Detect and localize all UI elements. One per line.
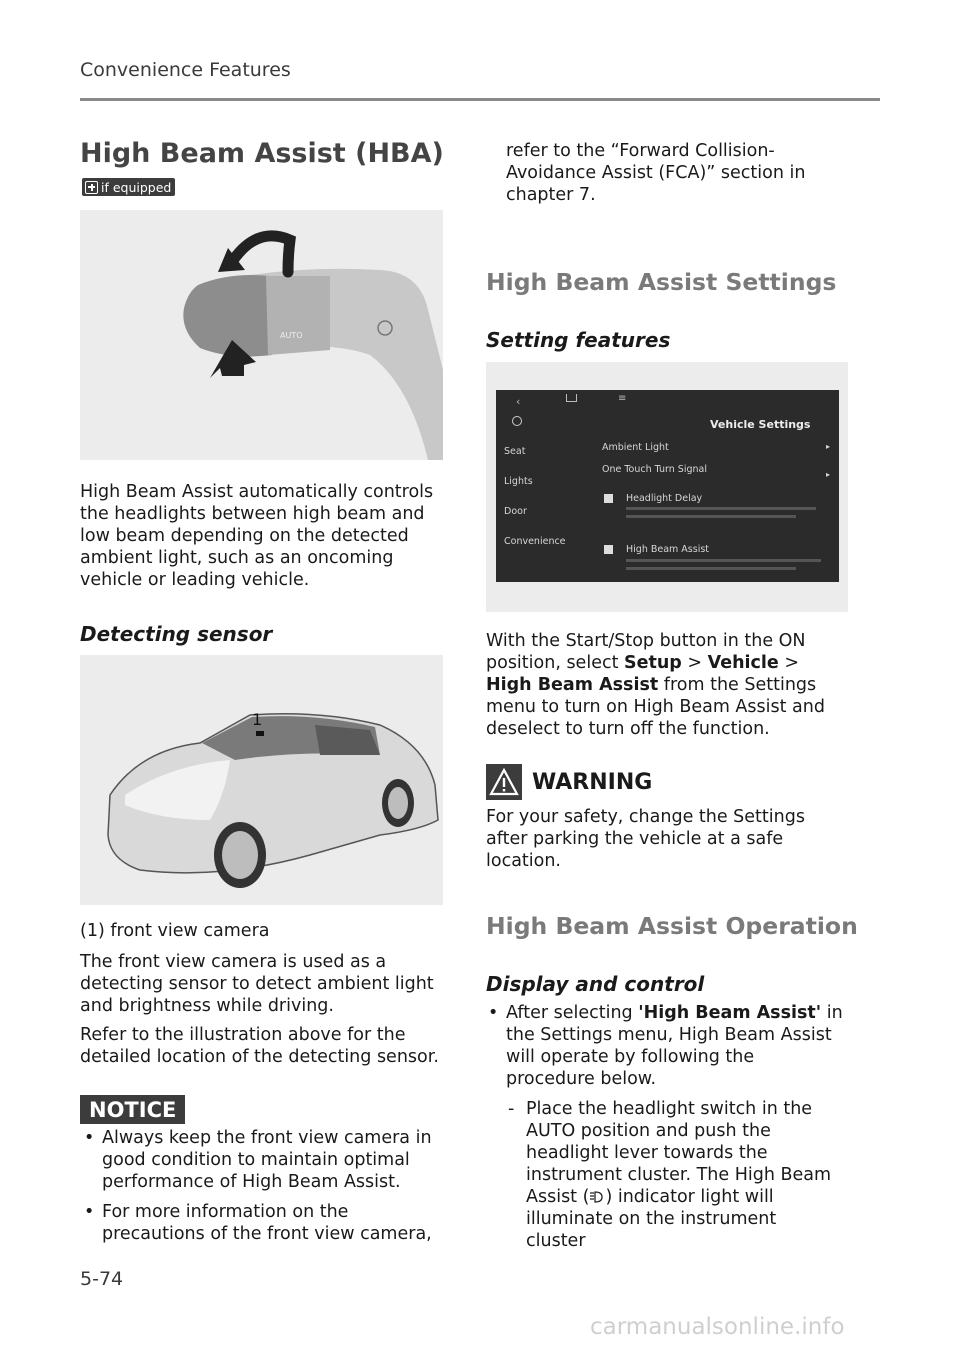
description-line bbox=[626, 507, 816, 510]
continued-text: refer to the “Forward Collision-Avoidance Assist (FCA)” section in chapter 7. bbox=[506, 141, 806, 205]
settings-screen-illustration bbox=[486, 362, 848, 612]
plus-icon bbox=[85, 181, 98, 194]
warning-label: WARNING bbox=[532, 769, 653, 795]
screen-title: Vehicle Settings bbox=[710, 418, 811, 431]
notice-item: • For more information on the precautions of the front view camera, bbox=[82, 1201, 442, 1245]
search-icon bbox=[512, 416, 522, 426]
setting-features-heading: Setting features bbox=[486, 328, 671, 352]
operation-item: • After selecting 'High Beam Assist' in the Settings menu, High Beam Assist will operate by following the procedure below. - Place the headlight switch in the AUTO position and push the headlight lever towards the instrument cluster. The High Beam Assist ( ) indicator light will illuminate on the instrument cluster bbox=[486, 1002, 848, 1252]
notice-list bbox=[82, 1127, 442, 1253]
side-item-lights[interactable]: Lights bbox=[504, 476, 533, 487]
callout-number-1: 1 bbox=[252, 710, 263, 729]
figure-caption: (1) front view camera bbox=[80, 921, 270, 941]
sensor-paragraph-2: Refer to the illustration above for the detailed location of the detecting sensor. bbox=[80, 1025, 439, 1067]
warning-title bbox=[486, 764, 652, 800]
row-ambient-light[interactable]: Ambient Light bbox=[602, 442, 669, 453]
operation-steps bbox=[506, 1098, 836, 1252]
description-line bbox=[626, 567, 796, 570]
side-item-seat[interactable]: Seat bbox=[504, 446, 526, 457]
notice-item: • Always keep the front view camera in good condition to maintain optimal performance of High Beam Assist. bbox=[82, 1127, 442, 1193]
row-headlight-delay[interactable]: Headlight Delay bbox=[626, 493, 703, 504]
operation-list bbox=[486, 1002, 848, 1260]
high-beam-assist-icon bbox=[589, 1188, 605, 1202]
if-equipped-badge bbox=[82, 178, 175, 196]
side-item-door[interactable]: Door bbox=[504, 506, 527, 517]
badge-label: if equipped bbox=[101, 179, 172, 195]
settings-paragraph: With the Start/Stop button in the ON position, select Setup > Vehicle > High Beam Assist from the Settings menu to turn on High Beam Assist and deselect to turn off the function. bbox=[486, 631, 825, 739]
display-control-heading: Display and control bbox=[486, 972, 705, 996]
side-item-convenience[interactable]: Convenience bbox=[504, 536, 566, 547]
chevron-right-icon: ▸ bbox=[826, 470, 831, 479]
page-number: 5-74 bbox=[80, 1268, 124, 1290]
detecting-sensor-heading: Detecting sensor bbox=[80, 622, 273, 646]
warning-icon bbox=[486, 764, 522, 800]
menu-icon: ≡ bbox=[618, 393, 627, 404]
checkbox-checked-icon[interactable] bbox=[604, 494, 613, 503]
watermark: carmanualsonline.info bbox=[590, 1314, 845, 1340]
settings-screen bbox=[496, 390, 839, 582]
car-illustration bbox=[80, 655, 443, 905]
row-high-beam-assist[interactable]: High Beam Assist bbox=[626, 544, 710, 555]
settings-heading: High Beam Assist Settings bbox=[486, 268, 837, 296]
section-title: High Beam Assist (HBA) bbox=[80, 138, 444, 169]
back-icon: ‹ bbox=[516, 395, 521, 408]
intro-paragraph: High Beam Assist automatically controls the headlights between high beam and low beam depending on the detected ambient light, such as an oncoming vehicle or leading vehicle. bbox=[80, 482, 434, 590]
header-rule bbox=[80, 98, 880, 101]
sensor-paragraph-1: The front view camera is used as a detecting sensor to detect ambient light and brightness while driving. bbox=[80, 952, 434, 1016]
row-one-touch-turn-signal[interactable]: One Touch Turn Signal bbox=[602, 464, 707, 475]
lever-illustration bbox=[80, 210, 443, 460]
warning-text: For your safety, change the Settings after parking the vehicle at a safe location. bbox=[486, 807, 805, 871]
home-icon bbox=[566, 394, 577, 402]
running-header: Convenience Features bbox=[80, 59, 291, 81]
checkbox-checked-icon[interactable] bbox=[604, 545, 613, 554]
chevron-right-icon: ▸ bbox=[826, 442, 831, 451]
lever-auto-label: AUTO bbox=[280, 331, 303, 340]
operation-heading: High Beam Assist Operation bbox=[486, 912, 858, 940]
operation-step: - Place the headlight switch in the AUTO position and push the headlight lever towards the instrument cluster. The High Beam Assist ( ) indicator light will illuminate on the instrument cluster bbox=[506, 1098, 836, 1252]
description-line bbox=[626, 559, 821, 562]
description-line bbox=[626, 515, 796, 518]
notice-label: NOTICE bbox=[80, 1095, 185, 1124]
